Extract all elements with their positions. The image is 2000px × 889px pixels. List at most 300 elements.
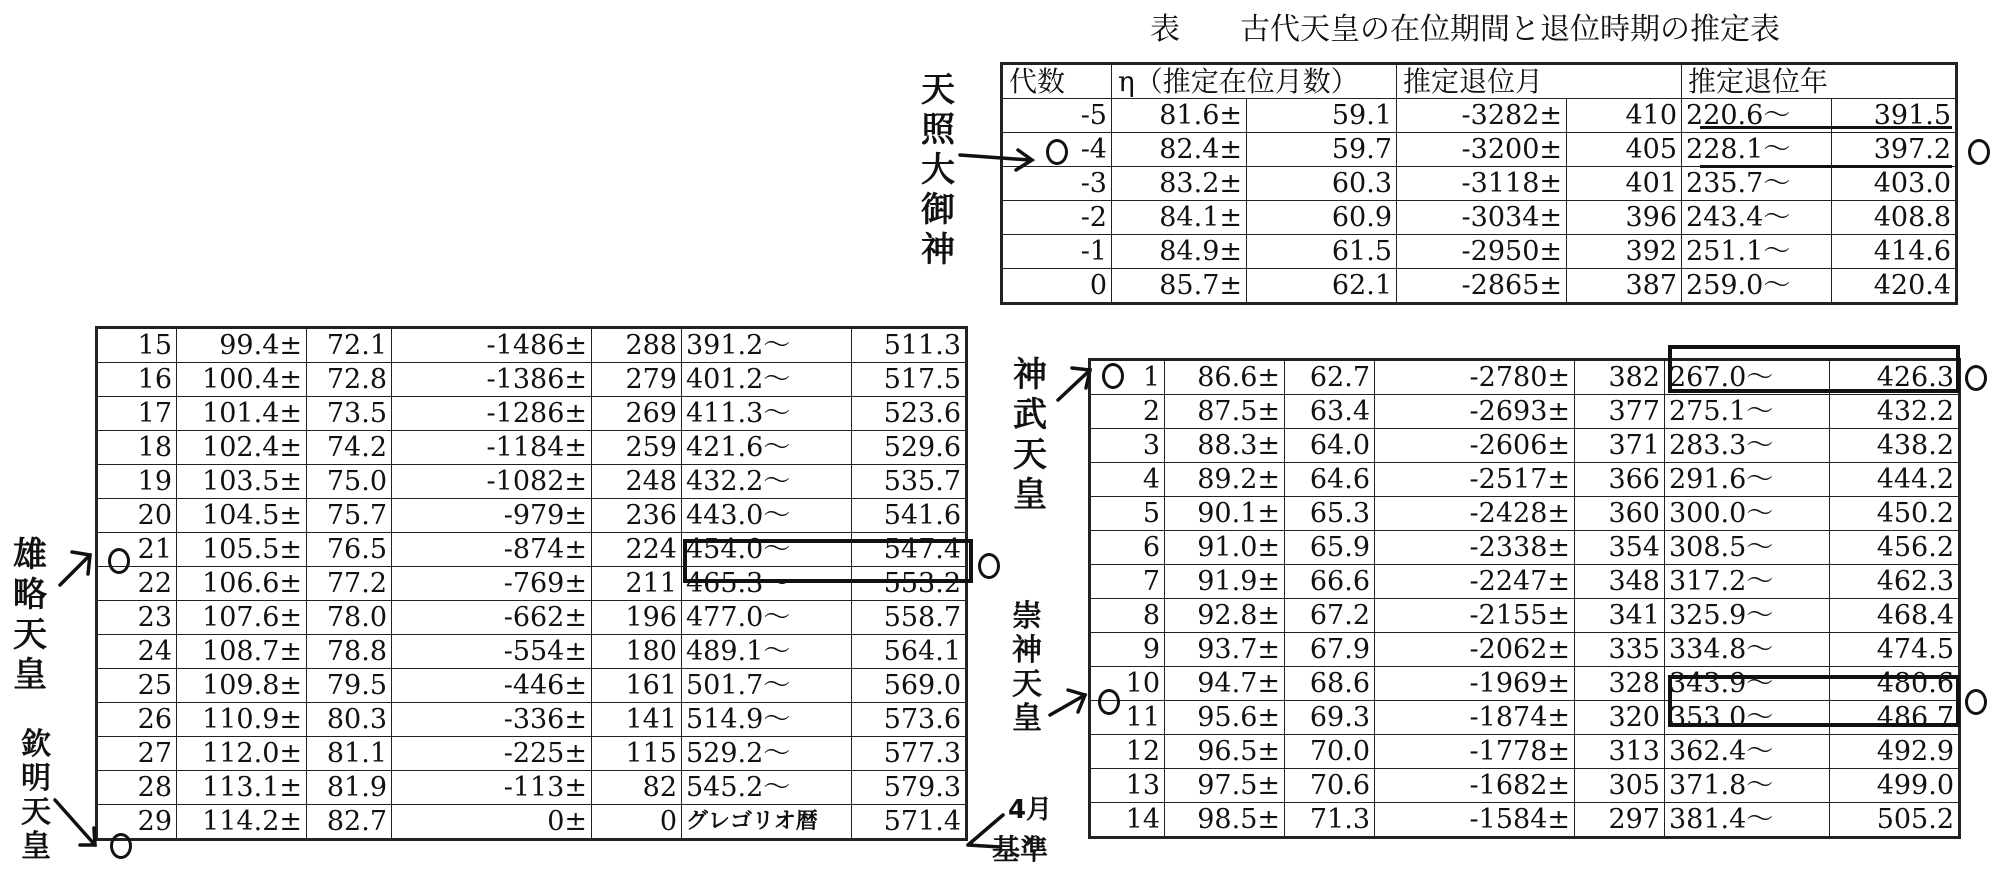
year-low-cell bbox=[682, 771, 852, 805]
annotation-basis: 基準 bbox=[991, 833, 1048, 866]
month-error-cell bbox=[1575, 429, 1665, 463]
retire-month-cell-value: -113 bbox=[503, 772, 565, 803]
right-table-row bbox=[1090, 565, 1960, 599]
left-table-row bbox=[97, 499, 967, 533]
year-low-cell-value: 291.6 bbox=[1669, 464, 1747, 495]
year-low-cell bbox=[1665, 497, 1830, 531]
generation-cell bbox=[1090, 497, 1165, 531]
plusminus-symbol: ± bbox=[1257, 634, 1280, 665]
year-high-cell bbox=[1830, 497, 1960, 531]
eta-cell bbox=[177, 328, 307, 363]
generation-cell-value: 6 bbox=[1142, 532, 1160, 563]
generation-cell bbox=[97, 465, 177, 499]
year-high-cell bbox=[1832, 269, 1957, 304]
eta-cell-value: 84.9 bbox=[1159, 236, 1220, 267]
retire-month-cell bbox=[1375, 769, 1575, 803]
month-error-cell-value: 328 bbox=[1608, 668, 1660, 699]
eta-error-cell-value: 78.0 bbox=[326, 602, 387, 633]
month-error-cell bbox=[1575, 667, 1665, 701]
eta-cell bbox=[1165, 463, 1285, 497]
eta-error-cell-value: 70.6 bbox=[1309, 770, 1370, 801]
year-low-cell bbox=[682, 397, 852, 431]
retire-month-cell-value: -225 bbox=[503, 738, 565, 769]
plusminus-symbol: ± bbox=[564, 568, 587, 599]
plusminus-symbol: ± bbox=[1547, 770, 1570, 801]
retire-month-cell bbox=[1397, 99, 1567, 133]
tilde-symbol: 〜 bbox=[1763, 202, 1791, 233]
left-table-body bbox=[97, 328, 967, 840]
eta-cell bbox=[177, 397, 307, 431]
retire-month-cell-value: -2247 bbox=[1469, 566, 1548, 597]
plusminus-symbol: ± bbox=[1547, 566, 1570, 597]
generation-cell bbox=[1090, 599, 1165, 633]
eta-error-cell bbox=[307, 635, 392, 669]
plusminus-symbol: ± bbox=[1219, 236, 1242, 267]
left-table-row bbox=[97, 431, 967, 465]
eta-error-cell-value: 62.1 bbox=[1331, 270, 1392, 301]
retire-month-cell-value: -2062 bbox=[1469, 634, 1548, 665]
plusminus-symbol: ± bbox=[279, 602, 302, 633]
plusminus-symbol: ± bbox=[1547, 668, 1570, 699]
left-table-row bbox=[97, 363, 967, 397]
eta-cell-value: 88.3 bbox=[1197, 430, 1258, 461]
generation-cell-value: 29 bbox=[137, 806, 172, 837]
plusminus-symbol: ± bbox=[279, 636, 302, 667]
month-error-cell-value: 141 bbox=[625, 704, 677, 735]
year-high-cell-value: 468.4 bbox=[1876, 600, 1954, 631]
right-table-row bbox=[1090, 429, 1960, 463]
plusminus-symbol: ± bbox=[1547, 396, 1570, 427]
generation-cell-value: -1 bbox=[1080, 236, 1107, 267]
year-high-cell bbox=[852, 328, 967, 363]
eta-cell bbox=[1165, 735, 1285, 769]
eta-cell-value: 96.5 bbox=[1197, 736, 1258, 767]
year-low-cell bbox=[1682, 167, 1832, 201]
eta-error-cell bbox=[307, 397, 392, 431]
generation-cell-value: 13 bbox=[1125, 770, 1160, 801]
month-error-cell-value: 297 bbox=[1608, 804, 1660, 835]
year-low-cell-value: 362.4 bbox=[1669, 736, 1747, 767]
plusminus-symbol: ± bbox=[1539, 202, 1562, 233]
eta-cell bbox=[177, 533, 307, 567]
header-generation: 代数 bbox=[1002, 64, 1112, 99]
generation-cell bbox=[1090, 395, 1165, 429]
year-high-cell bbox=[1830, 633, 1960, 667]
plusminus-symbol: ± bbox=[279, 704, 302, 735]
generation-cell bbox=[97, 771, 177, 805]
right-table-row bbox=[1090, 633, 1960, 667]
plusminus-symbol: ± bbox=[1257, 464, 1280, 495]
year-high-cell bbox=[852, 805, 967, 840]
retire-month-cell-value: -2865 bbox=[1461, 270, 1540, 301]
retire-month-cell bbox=[392, 533, 592, 567]
year-low-cell-value: 228.1 bbox=[1686, 134, 1764, 165]
retire-month-cell bbox=[392, 431, 592, 465]
eta-cell-value: 109.8 bbox=[202, 670, 280, 701]
eta-cell-value: 86.6 bbox=[1197, 362, 1258, 393]
year-high-cell bbox=[1830, 769, 1960, 803]
retire-month-cell-value: -3034 bbox=[1461, 202, 1540, 233]
month-error-cell-value: 348 bbox=[1608, 566, 1660, 597]
retire-month-cell-value: -2693 bbox=[1469, 396, 1548, 427]
plusminus-symbol: ± bbox=[279, 772, 302, 803]
retire-month-cell-value: -2338 bbox=[1469, 532, 1548, 563]
month-error-cell bbox=[592, 397, 682, 431]
month-error-cell-value: 405 bbox=[1625, 134, 1678, 165]
year-low-cell-value: 325.9 bbox=[1669, 600, 1747, 631]
eta-cell bbox=[177, 771, 307, 805]
eta-error-cell bbox=[307, 703, 392, 737]
eta-error-cell bbox=[307, 431, 392, 465]
month-error-cell bbox=[592, 635, 682, 669]
tilde-symbol: 〜 bbox=[1746, 668, 1774, 699]
generation-cell bbox=[97, 363, 177, 397]
eta-error-cell bbox=[307, 499, 392, 533]
retire-month-cell bbox=[1375, 803, 1575, 838]
circle-mark bbox=[1102, 363, 1124, 389]
year-low-cell bbox=[1682, 269, 1832, 304]
eta-cell-value: 94.7 bbox=[1197, 668, 1258, 699]
tilde-symbol: 〜 bbox=[1746, 396, 1774, 427]
month-error-cell bbox=[1575, 463, 1665, 497]
year-low-cell-value: 275.1 bbox=[1669, 396, 1747, 427]
year-high-cell-value: 492.9 bbox=[1876, 736, 1954, 767]
eta-error-cell-value: 78.8 bbox=[326, 636, 387, 667]
generation-cell bbox=[97, 499, 177, 533]
generation-cell-value: 24 bbox=[137, 636, 172, 667]
generation-cell-value: 23 bbox=[137, 602, 172, 633]
month-error-cell-value: 320 bbox=[1608, 702, 1660, 733]
plusminus-symbol: ± bbox=[564, 364, 587, 395]
retire-month-cell bbox=[392, 669, 592, 703]
retire-month-cell bbox=[392, 635, 592, 669]
plusminus-symbol: ± bbox=[1257, 396, 1280, 427]
tilde-symbol: 〜 bbox=[763, 670, 791, 701]
year-low-cell-value: 501.7 bbox=[686, 670, 764, 701]
month-error-cell-value: 377 bbox=[1608, 396, 1660, 427]
month-error-cell-value: 354 bbox=[1608, 532, 1660, 563]
generation-cell bbox=[1002, 201, 1112, 235]
eta-error-cell bbox=[1285, 497, 1375, 531]
plusminus-symbol: ± bbox=[279, 432, 302, 463]
generation-cell bbox=[1002, 99, 1112, 133]
year-high-cell-value: 579.3 bbox=[883, 772, 961, 803]
retire-month-cell-value: -979 bbox=[503, 500, 565, 531]
year-high-cell-value: 474.5 bbox=[1876, 634, 1954, 665]
month-error-cell-value: 360 bbox=[1608, 498, 1660, 529]
eta-error-cell bbox=[307, 328, 392, 363]
eta-error-cell-value: 71.3 bbox=[1309, 804, 1370, 835]
generation-cell-value: 11 bbox=[1125, 702, 1160, 733]
eta-cell-value: 104.5 bbox=[202, 500, 280, 531]
retire-month-cell bbox=[1375, 735, 1575, 769]
eta-cell-value: 100.4 bbox=[202, 364, 280, 395]
month-error-cell-value: 224 bbox=[625, 534, 677, 565]
month-error-cell bbox=[1567, 99, 1682, 133]
left-table-row bbox=[97, 397, 967, 431]
eta-cell bbox=[177, 431, 307, 465]
left-table-row bbox=[97, 465, 967, 499]
eta-cell bbox=[177, 669, 307, 703]
plusminus-symbol: ± bbox=[1547, 804, 1570, 835]
eta-error-cell bbox=[1285, 667, 1375, 701]
eta-cell-value: 113.1 bbox=[202, 772, 280, 803]
tilde-symbol: 〜 bbox=[1746, 634, 1774, 665]
retire-month-cell-value: -662 bbox=[503, 602, 565, 633]
year-high-cell bbox=[852, 465, 967, 499]
top-table-row bbox=[1002, 201, 1957, 235]
eta-cell bbox=[1165, 429, 1285, 463]
eta-error-cell bbox=[307, 601, 392, 635]
year-low-cell-value: グレゴリオ暦 bbox=[686, 808, 818, 834]
plusminus-symbol: ± bbox=[564, 534, 587, 565]
plusminus-symbol: ± bbox=[564, 602, 587, 633]
eta-cell-value: 99.4 bbox=[219, 330, 280, 361]
retire-month-cell-value: 0 bbox=[547, 806, 565, 837]
year-low-cell bbox=[1665, 803, 1830, 838]
month-error-cell bbox=[592, 737, 682, 771]
plusminus-symbol: ± bbox=[564, 636, 587, 667]
year-high-cell-value: 426.3 bbox=[1876, 362, 1954, 393]
plusminus-symbol: ± bbox=[279, 534, 302, 565]
eta-cell-value: 87.5 bbox=[1197, 396, 1258, 427]
eta-cell bbox=[177, 703, 307, 737]
plusminus-symbol: ± bbox=[564, 670, 587, 701]
left-table-row bbox=[97, 328, 967, 363]
plusminus-symbol: ± bbox=[1257, 668, 1280, 699]
generation-cell bbox=[97, 703, 177, 737]
circle-mark bbox=[110, 833, 132, 859]
plusminus-symbol: ± bbox=[1257, 600, 1280, 631]
circle-mark bbox=[1965, 689, 1987, 715]
eta-error-cell-value: 76.5 bbox=[326, 534, 387, 565]
right-table-row bbox=[1090, 395, 1960, 429]
year-low-cell-value: 243.4 bbox=[1686, 202, 1764, 233]
eta-error-cell-value: 64.6 bbox=[1309, 464, 1370, 495]
plusminus-symbol: ± bbox=[279, 568, 302, 599]
eta-error-cell bbox=[1247, 167, 1397, 201]
generation-cell-value: 7 bbox=[1142, 566, 1160, 597]
header-retire-month: 推定退位月 bbox=[1397, 64, 1682, 99]
month-error-cell-value: 279 bbox=[625, 364, 677, 395]
year-low-cell bbox=[1665, 463, 1830, 497]
month-error-cell bbox=[1575, 360, 1665, 395]
retire-month-cell-value: -3200 bbox=[1461, 134, 1540, 165]
month-error-cell bbox=[1575, 497, 1665, 531]
eta-cell-value: 103.5 bbox=[202, 466, 280, 497]
plusminus-symbol: ± bbox=[279, 670, 302, 701]
eta-error-cell-value: 80.3 bbox=[326, 704, 387, 735]
generation-cell-value: 14 bbox=[1125, 804, 1160, 835]
month-error-cell-value: 396 bbox=[1625, 202, 1678, 233]
plusminus-symbol: ± bbox=[1547, 362, 1570, 393]
eta-cell-value: 105.5 bbox=[202, 534, 280, 565]
right-table-body bbox=[1090, 360, 1960, 838]
year-low-cell bbox=[682, 805, 852, 840]
year-low-cell bbox=[1665, 531, 1830, 565]
retire-month-cell-value: -446 bbox=[503, 670, 565, 701]
eta-error-cell bbox=[307, 805, 392, 840]
retire-month-cell bbox=[1397, 133, 1567, 167]
plusminus-symbol: ± bbox=[564, 398, 587, 429]
year-low-cell-value: 353.0 bbox=[1669, 702, 1747, 733]
tilde-symbol: 〜 bbox=[763, 772, 791, 803]
eta-error-cell-value: 64.0 bbox=[1309, 430, 1370, 461]
year-high-cell-value: 486.7 bbox=[1876, 702, 1954, 733]
tilde-symbol: 〜 bbox=[1763, 236, 1791, 267]
generation-cell-value: 1 bbox=[1142, 362, 1160, 393]
month-error-cell bbox=[1575, 531, 1665, 565]
year-high-cell-value: 564.1 bbox=[883, 636, 961, 667]
plusminus-symbol: ± bbox=[1257, 804, 1280, 835]
generation-cell-value: -2 bbox=[1080, 202, 1107, 233]
year-high-cell-value: 480.6 bbox=[1876, 668, 1954, 699]
eta-error-cell-value: 66.6 bbox=[1309, 566, 1370, 597]
month-error-cell-value: 410 bbox=[1625, 100, 1678, 131]
top-table-header bbox=[1002, 64, 1957, 99]
eta-error-cell bbox=[1285, 803, 1375, 838]
tilde-symbol: 〜 bbox=[763, 432, 791, 463]
retire-month-cell bbox=[392, 397, 592, 431]
year-high-cell-value: 391.5 bbox=[1873, 100, 1952, 131]
year-low-cell-value: 529.2 bbox=[686, 738, 764, 769]
plusminus-symbol: ± bbox=[279, 500, 302, 531]
top-table-row bbox=[1002, 269, 1957, 304]
year-high-cell bbox=[1832, 167, 1957, 201]
highlight-box bbox=[1668, 675, 1960, 727]
generation-cell bbox=[1090, 360, 1165, 395]
month-error-cell-value: 382 bbox=[1608, 362, 1660, 393]
plusminus-symbol: ± bbox=[1547, 464, 1570, 495]
retire-month-cell bbox=[1375, 463, 1575, 497]
plusminus-symbol: ± bbox=[1547, 634, 1570, 665]
eta-error-cell-value: 65.3 bbox=[1309, 498, 1370, 529]
plusminus-symbol: ± bbox=[1547, 430, 1570, 461]
eta-cell-value: 107.6 bbox=[202, 602, 280, 633]
eta-error-cell bbox=[1285, 395, 1375, 429]
month-error-cell bbox=[592, 805, 682, 840]
generation-cell bbox=[1002, 167, 1112, 201]
generation-cell-value: 26 bbox=[137, 704, 172, 735]
year-low-cell-value: 421.6 bbox=[686, 432, 764, 463]
generation-cell bbox=[1090, 735, 1165, 769]
eta-cell bbox=[1165, 803, 1285, 838]
circle-mark bbox=[1965, 365, 1987, 391]
year-low-cell bbox=[682, 499, 852, 533]
retire-month-cell bbox=[1375, 395, 1575, 429]
eta-cell-value: 102.4 bbox=[202, 432, 280, 463]
title-main: 古代天皇の在位期間と退位時期の推定表 bbox=[1240, 12, 1780, 47]
eta-cell-value: 89.2 bbox=[1197, 464, 1258, 495]
year-low-cell bbox=[682, 737, 852, 771]
year-high-cell-value: 408.8 bbox=[1873, 202, 1952, 233]
generation-cell bbox=[1090, 803, 1165, 838]
eta-error-cell bbox=[1285, 360, 1375, 395]
generation-cell bbox=[1090, 531, 1165, 565]
eta-error-cell-value: 82.7 bbox=[326, 806, 387, 837]
generation-cell bbox=[97, 635, 177, 669]
year-high-cell-value: 450.2 bbox=[1876, 498, 1954, 529]
circle-mark bbox=[978, 553, 1000, 579]
year-high-cell bbox=[1830, 429, 1960, 463]
tilde-symbol: 〜 bbox=[763, 534, 791, 565]
top-table-row bbox=[1002, 167, 1957, 201]
year-high-cell bbox=[1830, 531, 1960, 565]
eta-cell-value: 84.1 bbox=[1159, 202, 1220, 233]
generation-cell bbox=[1002, 235, 1112, 269]
month-error-cell-value: 269 bbox=[625, 398, 677, 429]
retire-month-cell-value: -1969 bbox=[1469, 668, 1548, 699]
retire-month-cell bbox=[392, 499, 592, 533]
month-error-cell bbox=[592, 771, 682, 805]
annotation-month-note: 4月 bbox=[1007, 795, 1053, 825]
year-low-cell bbox=[1665, 769, 1830, 803]
month-error-cell-value: 288 bbox=[625, 330, 677, 361]
eta-cell bbox=[1165, 633, 1285, 667]
tilde-symbol: 〜 bbox=[1763, 134, 1791, 165]
eta-error-cell-value: 62.7 bbox=[1309, 362, 1370, 393]
plusminus-symbol: ± bbox=[1257, 498, 1280, 529]
generation-cell bbox=[1090, 769, 1165, 803]
retire-month-cell bbox=[392, 567, 592, 601]
year-high-cell-value: 547.4 bbox=[883, 534, 961, 565]
retire-month-cell-value: -2517 bbox=[1469, 464, 1548, 495]
year-low-cell-value: 300.0 bbox=[1669, 498, 1747, 529]
eta-cell bbox=[1165, 531, 1285, 565]
year-low-cell-value: 381.4 bbox=[1669, 804, 1747, 835]
year-high-cell-value: 456.2 bbox=[1876, 532, 1954, 563]
year-low-cell-value: 391.2 bbox=[686, 330, 764, 361]
eta-cell-value: 108.7 bbox=[202, 636, 280, 667]
generation-cell-value: 8 bbox=[1142, 600, 1160, 631]
generation-cell-value: 4 bbox=[1142, 464, 1160, 495]
generation-cell bbox=[97, 567, 177, 601]
plusminus-symbol: ± bbox=[279, 398, 302, 429]
year-low-cell-value: 545.2 bbox=[686, 772, 764, 803]
left-table-row bbox=[97, 805, 967, 840]
plusminus-symbol: ± bbox=[564, 772, 587, 803]
left-table-row bbox=[97, 771, 967, 805]
eta-error-cell bbox=[307, 465, 392, 499]
generation-cell-value: 28 bbox=[137, 772, 172, 803]
year-high-cell-value: 420.4 bbox=[1873, 270, 1952, 301]
month-error-cell-value: 392 bbox=[1625, 236, 1678, 267]
retire-month-cell bbox=[392, 737, 592, 771]
eta-error-cell bbox=[1285, 599, 1375, 633]
eta-error-cell bbox=[307, 567, 392, 601]
year-high-cell bbox=[852, 635, 967, 669]
generation-cell bbox=[97, 737, 177, 771]
eta-cell-value: 91.9 bbox=[1197, 566, 1258, 597]
month-error-cell bbox=[1575, 633, 1665, 667]
eta-error-cell bbox=[307, 363, 392, 397]
generation-cell-value: 19 bbox=[137, 466, 172, 497]
plusminus-symbol: ± bbox=[1547, 600, 1570, 631]
eta-cell bbox=[1165, 769, 1285, 803]
year-high-cell-value: 558.7 bbox=[883, 602, 961, 633]
eta-cell bbox=[1112, 167, 1247, 201]
plusminus-symbol: ± bbox=[1219, 100, 1242, 131]
month-error-cell-value: 366 bbox=[1608, 464, 1660, 495]
circle-mark bbox=[1098, 689, 1120, 715]
eta-cell bbox=[1165, 667, 1285, 701]
year-low-cell-value: 371.8 bbox=[1669, 770, 1747, 801]
eta-cell bbox=[177, 737, 307, 771]
retire-month-cell-value: -1584 bbox=[1469, 804, 1548, 835]
year-high-cell bbox=[1830, 803, 1960, 838]
month-error-cell bbox=[592, 601, 682, 635]
year-high-cell-value: 444.2 bbox=[1876, 464, 1954, 495]
